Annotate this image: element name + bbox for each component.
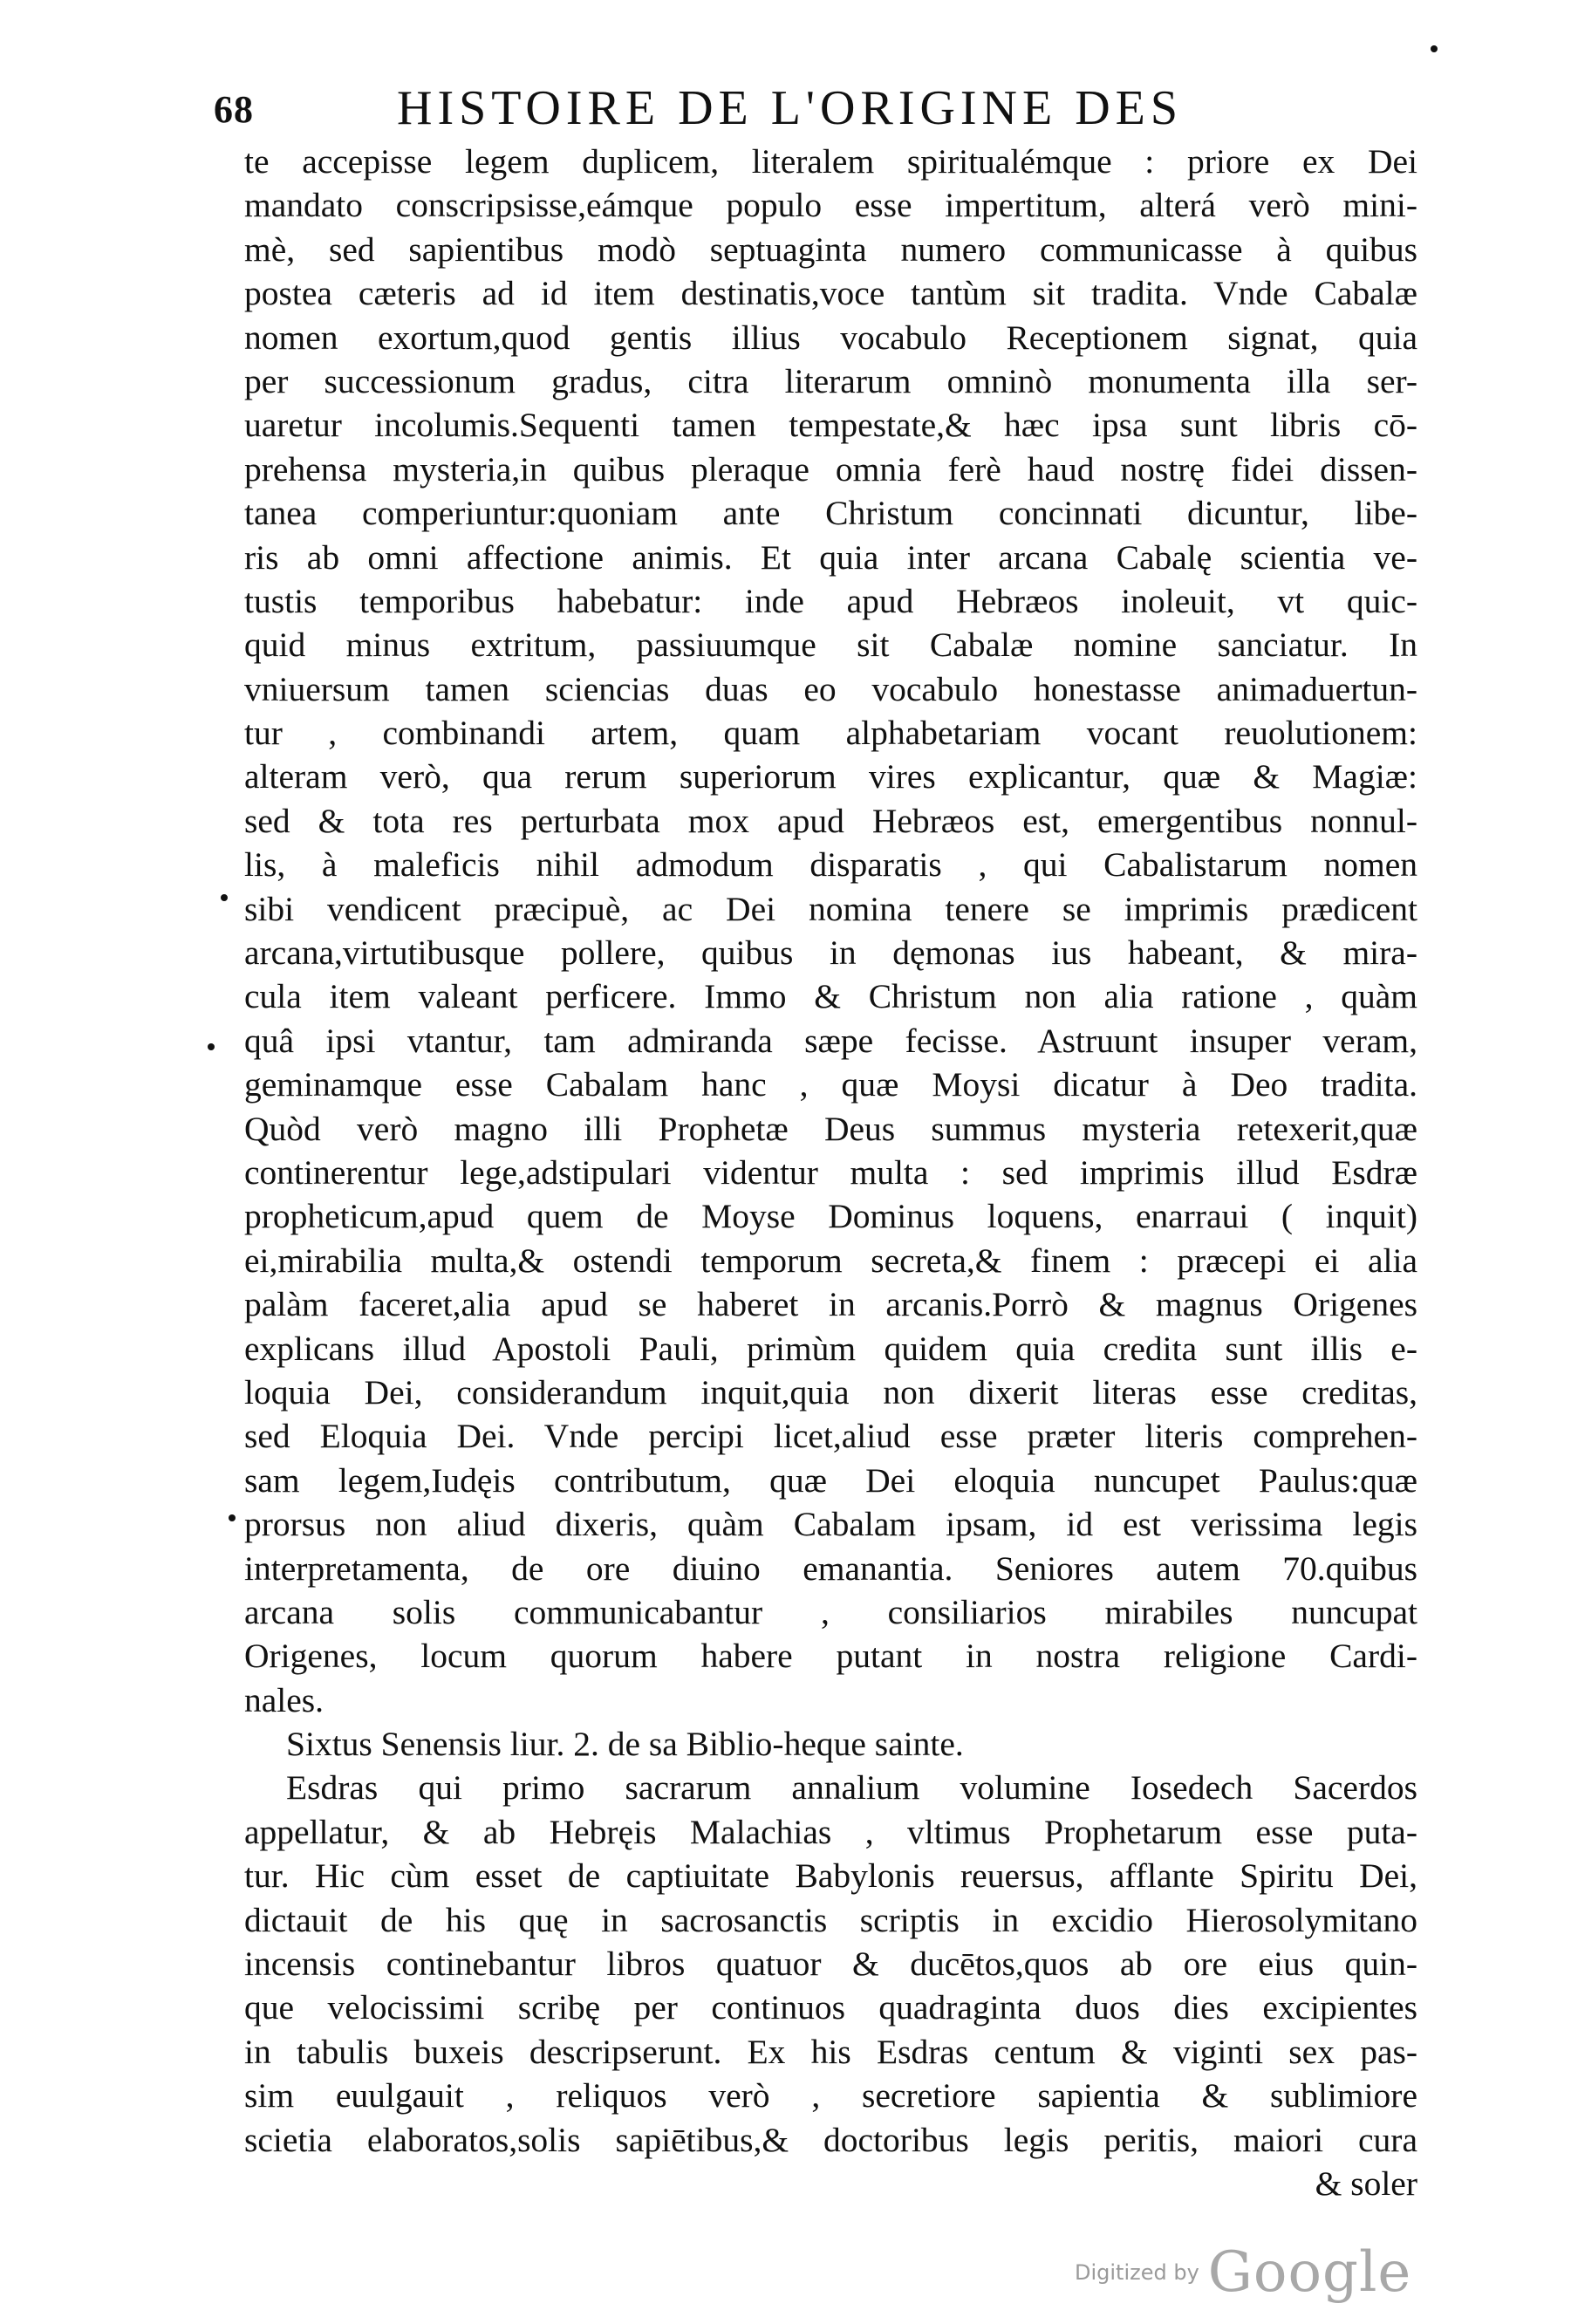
text-line: cula item valeant perficere. Immo & Christum non alia ratione , quàm [244, 977, 1417, 1016]
text-line: Esdras qui primo sacrarum annalium volumine Iosedech Sacerdos [286, 1768, 1417, 1808]
text-line: prehensa mysteria,in quibus pleraque omnia ferè haud nostrę fidei dissen- [244, 449, 1417, 489]
ink-speck [229, 1514, 236, 1521]
running-title: HISTOIRE DE L'ORIGINE DES [397, 81, 1183, 135]
ink-speck [208, 1043, 215, 1050]
text-line: quâ ipsi vtantur, tam admiranda sæpe fecisse. Astruunt insuper veram, [244, 1021, 1417, 1060]
text-line: sed Eloquia Dei. Vnde percipi licet,aliud esse præter literis comprehen- [244, 1417, 1417, 1456]
text-line: Origenes, locum quorum habere putant in nostra religione Cardi- [244, 1637, 1417, 1676]
text-line: Quòd verò magno illi Prophetæ Deus summus mysteria retexerit,quæ [244, 1109, 1417, 1148]
watermark-brand: Google [1207, 2240, 1412, 2305]
text-line: interpretamenta, de ore diuino emanantia. Seniores autem 70.quibus [244, 1548, 1417, 1588]
text-line: in tabulis buxeis descripserunt. Ex his Esdras centum & viginti sex pas- [244, 2032, 1417, 2071]
text-line: geminamque esse Cabalam hanc , quæ Moysi dicatur à Deo tradita. [244, 1065, 1417, 1104]
text-line: propheticum,apud quem de Moyse Dominus loquens, enarraui ( inquit) [244, 1197, 1417, 1236]
text-line: nomen exortum,quod gentis illius vocabulo Receptionem signat, quia [244, 318, 1417, 357]
text-line: explicans illud Apostoli Pauli, primùm quidem quia credita sunt illis e- [244, 1329, 1417, 1368]
text-line: palàm faceret,alia apud se haberet in arcanis.Porrò & magnus Origenes [244, 1285, 1417, 1324]
ink-speck [221, 894, 228, 901]
text-line: sam legem,Iudęis contributum, quæ Dei eloquia nuncupet Paulus:quæ [244, 1460, 1417, 1500]
text-line: appellatur, & ab Hebręis Malachias , vltimus Prophetarum esse puta- [244, 1812, 1417, 1851]
text-line: tur. Hic cùm esset de captiuitate Babylonis reuersus, afflante Spiritu Dei, [244, 1856, 1417, 1896]
text-line: prorsus non aliud dixeris, quàm Cabalam ipsam, id est verissima legis [244, 1505, 1417, 1544]
text-line: alteram verò, qua rerum superiorum vires explicantur, quæ & Magiæ: [244, 757, 1417, 796]
text-line: lis, à maleficis nihil admodum disparatis , qui Cabalistarum nomen [244, 845, 1417, 885]
text-line: incensis continebantur libros quatuor & ducētos,quos ab ore eius quin- [244, 1945, 1417, 1984]
text-line: arcana,virtutibusque pollere, quibus in dęmonas ius habeant, & mira- [244, 933, 1417, 973]
text-line: quid minus extritum, passiuumque sit Cabalæ nomine sanciatur. In [244, 625, 1417, 665]
text-line: arcana solis communicabantur , consiliarios mirabiles nuncupat [244, 1592, 1417, 1631]
text-line: scietia elaboratos,solis sapiētibus,& doctoribus legis peritis, maiori cura [244, 2120, 1417, 2159]
text-line: que velocissimi scribę per continuos quadraginta duos dies excipientes [244, 1988, 1417, 2027]
text-line: mandato conscripsisse,eámque populo esse impertitum, alterá verò mini- [244, 186, 1417, 225]
section-heading: Sixtus Senensis liur. 2. de sa Biblio-heque sainte. [286, 1725, 964, 1764]
text-line: sed & tota res perturbata mox apud Hebræos est, emergentibus nonnul- [244, 801, 1417, 840]
body-text [244, 140, 1417, 2205]
text-line: dictauit de his quę in sacrosanctis scriptis in excidio Hierosolymitano [244, 1900, 1417, 1939]
text-line: postea cæteris ad id item destinatis,voce tantùm sit tradita. Vnde Cabalæ [244, 274, 1417, 313]
watermark-prefix: Digitized by [1075, 2260, 1199, 2285]
text-line: continerentur lege,adstipulari videntur multa : sed imprimis illud Esdræ [244, 1152, 1417, 1192]
text-line: loquia Dei, considerandum inquit,quia non dixerit literas esse creditas, [244, 1372, 1417, 1411]
text-line: per successionum gradus, citra literarum omninò monumenta illa ser- [244, 361, 1417, 400]
text-line: tur , combinandi artem, quam alphabetariam vocant reuolutionem: [244, 714, 1417, 753]
digitization-watermark [1075, 2240, 1412, 2305]
text-line: ris ab omni affectione animis. Et quia inter arcana Cabalę scientia ve- [244, 537, 1417, 577]
text-line: sibi vendicent præcipuè, ac Dei nomina tenere se imprimis prædicent [244, 889, 1417, 928]
text-line: mè, sed sapientibus modò septuaginta numero communicasse à quibus [244, 229, 1417, 269]
text-line: vniuersum tamen sciencias duas eo vocabulo honestasse animaduertun- [244, 669, 1417, 708]
text-line: tustis temporibus habebatur: inde apud Hebræos inoleuit, vt quic- [244, 581, 1417, 620]
text-line: tanea comperiuntur:quoniam ante Christum concinnati dicuntur, libe- [244, 494, 1417, 533]
text-line: te accepisse legem duplicem, literalem spiritualémque : priore ex Dei [244, 142, 1417, 181]
text-line: ei,mirabilia multa,& ostendi temporum secreta,& finem : præcepi ei alia [244, 1241, 1417, 1280]
catchword: & soler [1315, 2163, 1417, 2203]
text-line: nales. [244, 1680, 324, 1719]
ink-speck [1431, 45, 1438, 52]
page-number: 68 [214, 88, 254, 131]
text-line: sim euulgauit , reliquos verò , secretiore sapientia & sublimiore [244, 2076, 1417, 2116]
text-line: uaretur incolumis.Sequenti tamen tempestate,& hæc ipsa sunt libris cō- [244, 406, 1417, 445]
